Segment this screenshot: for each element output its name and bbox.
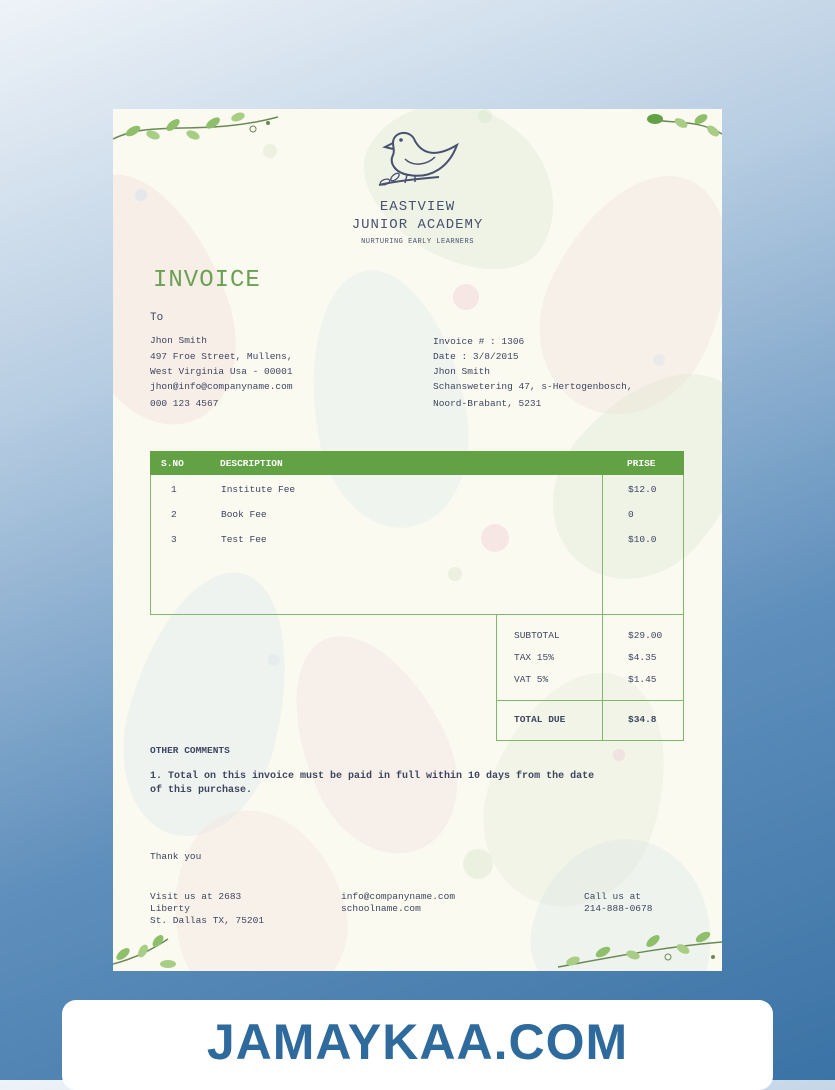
- background-dot: [478, 109, 492, 123]
- total-due-label: TOTAL DUE: [514, 714, 566, 725]
- row-price: 0: [628, 509, 634, 520]
- totals-box: [496, 614, 684, 701]
- bill-to-name: Jhon Smith: [150, 335, 208, 346]
- invoice-number: Invoice # : 1306: [433, 336, 525, 347]
- thank-you: Thank you: [150, 851, 202, 862]
- subtotal-value: $29.00: [628, 630, 663, 641]
- comment-line2: of this purchase.: [150, 785, 253, 796]
- row-price: $10.0: [628, 534, 657, 545]
- invoice-page: [113, 109, 722, 971]
- bill-to-address1: 497 Froe Street, Mullens,: [150, 351, 293, 362]
- background-dot: [653, 354, 665, 366]
- background-dot: [613, 749, 625, 761]
- items-table-header: [150, 451, 684, 475]
- invoice-title: INVOICE: [153, 267, 261, 294]
- school-name-line2: JUNIOR ACADEMY: [351, 217, 484, 233]
- items-table-body: [150, 475, 684, 615]
- header-description: DESCRIPTION: [220, 458, 283, 469]
- leaf-vine-top-left: [113, 109, 283, 154]
- row-sno: 2: [171, 509, 177, 520]
- invoice-date: Date : 3/8/2015: [433, 351, 519, 362]
- tax-label: TAX 15%: [514, 652, 554, 663]
- tax-value: $4.35: [628, 652, 657, 663]
- leaf-vine-bottom-left: [113, 929, 193, 971]
- subtotal-label: SUBTOTAL: [514, 630, 560, 641]
- bill-to-address2: West Virginia Usa - 00001: [150, 366, 293, 377]
- footer-visit-line1: Visit us at 2683: [150, 891, 242, 902]
- vat-value: $1.45: [628, 674, 657, 685]
- footer-call-line2: 214-888-0678: [584, 903, 653, 914]
- invoice-meta-address2: Noord-Brabant, 5231: [433, 398, 542, 409]
- comment-line1: 1. Total on this invoice must be paid in full within 10 days from the date: [150, 771, 595, 782]
- totals-divider: [602, 614, 603, 700]
- background-dot: [268, 654, 280, 666]
- footer-visit-line2: Liberty: [150, 903, 190, 914]
- total-due-value: $34.8: [628, 714, 657, 725]
- bird-logo-icon: [375, 127, 461, 191]
- header-price: PRISE: [627, 458, 656, 469]
- invoice-meta-address1: Schanswetering 47, s-Hertogenbosch,: [433, 381, 633, 392]
- total-due-divider: [602, 701, 603, 740]
- row-description: Institute Fee: [221, 484, 296, 495]
- footer-email-line1: info@companyname.com: [341, 891, 456, 902]
- row-sno: 1: [171, 484, 177, 495]
- invoice-meta-name: Jhon Smith: [433, 366, 491, 377]
- background-dot: [453, 284, 479, 310]
- total-due-box: [496, 700, 684, 741]
- row-description: Test Fee: [221, 534, 267, 545]
- price-column-divider: [602, 475, 603, 614]
- background-dot: [463, 849, 493, 879]
- leaf-vine-top-right: [643, 109, 722, 149]
- row-price: $12.0: [628, 484, 657, 495]
- school-name-line1: EASTVIEW: [379, 199, 456, 215]
- vat-label: VAT 5%: [514, 674, 549, 685]
- footer-visit-line3: St. Dallas TX, 75201: [150, 915, 265, 926]
- watermark-text: JAMAYKAA.COM: [206, 1014, 629, 1070]
- school-tagline: NURTURING EARLY LEARNERS: [361, 238, 474, 246]
- row-description: Book Fee: [221, 509, 267, 520]
- bill-to-email: jhon@info@companyname.com: [150, 381, 293, 392]
- footer-email-line2: schoolname.com: [341, 903, 421, 914]
- comments-heading: OTHER COMMENTS: [150, 745, 230, 756]
- footer-call-line1: Call us at: [584, 891, 642, 902]
- row-sno: 3: [171, 534, 177, 545]
- leaf-vine-bottom-right: [553, 927, 722, 971]
- header-sno: S.NO: [161, 458, 184, 469]
- bill-to-phone: 000 123 4567: [150, 398, 219, 409]
- to-label: To: [150, 312, 164, 324]
